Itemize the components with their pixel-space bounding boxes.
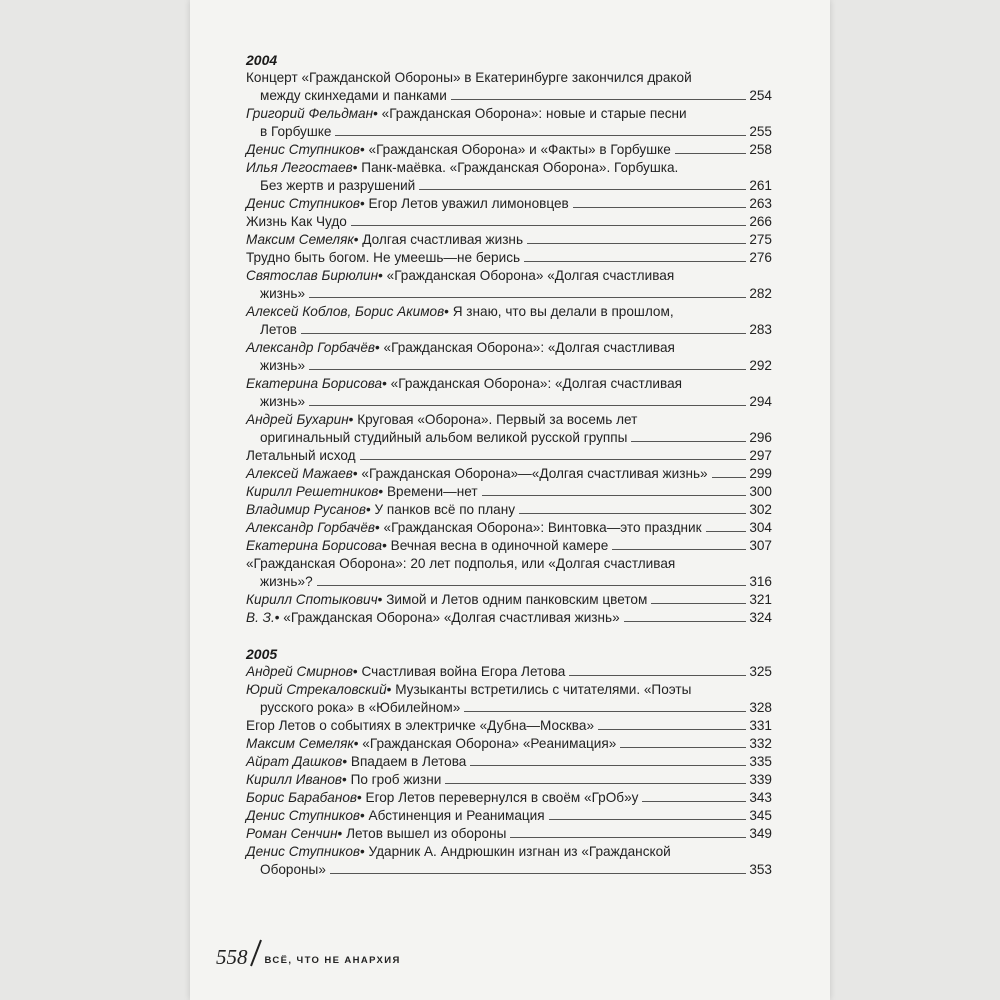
toc-entry[interactable] xyxy=(246,609,772,627)
entry-author: Кирилл Спотыкович xyxy=(246,592,378,607)
dot-leader xyxy=(482,495,747,496)
entry-line xyxy=(246,519,772,537)
entry-title: • Счастливая война Егора Летова xyxy=(352,664,566,679)
entry-page-number: 307 xyxy=(749,538,772,553)
entry-title: оригинальный студийный альбом великой русской группы xyxy=(260,430,628,445)
dot-leader xyxy=(631,441,746,442)
dot-leader xyxy=(712,477,747,478)
entry-line xyxy=(246,573,772,591)
entry-page-number: 328 xyxy=(749,700,772,715)
entry-page-number: 292 xyxy=(749,358,772,373)
entry-title: • Вечная весна в одиночной камере xyxy=(382,538,609,553)
entry-line xyxy=(246,141,772,159)
toc-entry[interactable] xyxy=(246,231,772,249)
entry-title: • «Гражданская Оборона»: «Долгая счастливая xyxy=(375,340,675,355)
entry-page-number: 353 xyxy=(749,862,772,877)
entry-line xyxy=(246,159,772,177)
entry-page-number: 316 xyxy=(749,574,772,589)
entry-title: • Ударник А. Андрюшкин изгнан из «Гражданской xyxy=(359,844,671,859)
entry-title: • Круговая «Оборона». Первый за восемь лет xyxy=(348,412,638,427)
entry-page-number: 332 xyxy=(749,736,772,751)
entry-page-number: 321 xyxy=(749,592,772,607)
toc-entry[interactable] xyxy=(246,69,772,105)
entry-line xyxy=(246,843,772,861)
entry-author: Алексей Мажаев xyxy=(246,466,353,481)
toc-entry[interactable] xyxy=(246,195,772,213)
toc-entry[interactable] xyxy=(246,807,772,825)
entry-page-number: 299 xyxy=(749,466,772,481)
entry-page-number: 349 xyxy=(749,826,772,841)
entry-author: Денис Ступников xyxy=(246,808,360,823)
dot-leader xyxy=(335,135,746,136)
entry-page-number: 345 xyxy=(749,808,772,823)
toc-entry[interactable] xyxy=(246,843,772,879)
entry-page-number: 297 xyxy=(749,448,772,463)
dot-leader xyxy=(651,603,746,604)
toc-entry[interactable] xyxy=(246,105,772,141)
toc-entry[interactable] xyxy=(246,267,772,303)
toc-entry[interactable] xyxy=(246,789,772,807)
year-heading: 2005 xyxy=(246,646,278,662)
entry-line xyxy=(246,267,772,285)
entry-line xyxy=(246,393,772,411)
dot-leader xyxy=(527,243,746,244)
entry-author: Андрей Бухарин xyxy=(246,412,349,427)
entry-line xyxy=(246,591,772,609)
entry-author: Александр Горбачёв xyxy=(246,520,375,535)
entry-title: • Долгая счастливая жизнь xyxy=(353,232,524,247)
dot-leader xyxy=(464,711,746,712)
entry-line xyxy=(246,105,772,123)
toc-entry[interactable] xyxy=(246,771,772,789)
entry-title: • «Гражданская Оборона»: «Долгая счастливая xyxy=(382,376,682,391)
entry-page-number: 275 xyxy=(749,232,772,247)
entry-line xyxy=(246,411,772,429)
toc-entry[interactable] xyxy=(246,501,772,519)
dot-leader xyxy=(330,873,746,874)
entry-author: Кирилл Решетников xyxy=(246,484,379,499)
entry-title: • Впадаем в Летова xyxy=(342,754,467,769)
entry-page-number: 304 xyxy=(749,520,772,535)
entry-author: Екатерина Борисова xyxy=(246,538,383,553)
entry-page-number: 266 xyxy=(749,214,772,229)
entry-page-number: 324 xyxy=(749,610,772,625)
entry-title: • «Гражданская Оборона»: Винтовка—это праздник xyxy=(375,520,702,535)
toc-entry[interactable] xyxy=(246,735,772,753)
entry-title: • «Гражданская Оборона» и «Факты» в Горбушке xyxy=(359,142,671,157)
entry-title: • Егор Летов перевернулся в своём «ГрОб»у xyxy=(356,790,639,805)
entry-page-number: 254 xyxy=(749,88,772,103)
entry-line xyxy=(246,357,772,375)
entry-title: русского рока» в «Юбилейном» xyxy=(260,700,461,715)
year-heading: 2004 xyxy=(246,52,278,68)
entry-author: Борис Барабанов xyxy=(246,790,357,805)
toc-entry[interactable] xyxy=(246,339,772,375)
entry-line xyxy=(246,861,772,879)
dot-leader xyxy=(519,513,746,514)
entry-line xyxy=(246,789,772,807)
entry-title: Жизнь Как Чудо xyxy=(246,214,347,229)
entry-line xyxy=(246,123,772,141)
dot-leader xyxy=(612,549,746,550)
toc-entry[interactable] xyxy=(246,591,772,609)
toc-entry[interactable] xyxy=(246,483,772,501)
entry-page-number: 300 xyxy=(749,484,772,499)
toc-entry[interactable] xyxy=(246,249,772,267)
entry-title: • «Гражданская Оборона» «Реанимация» xyxy=(353,736,617,751)
entry-author: Максим Семеляк xyxy=(246,736,354,751)
entry-title: жизнь» xyxy=(260,286,306,301)
entry-line xyxy=(246,483,772,501)
slash-divider-icon xyxy=(249,938,263,968)
entry-author: Денис Ступников xyxy=(246,844,360,859)
dot-leader xyxy=(524,261,746,262)
page-footer xyxy=(216,938,401,968)
entry-title: Концерт «Гражданской Обороны» в Екатеринбурге закончился дракой xyxy=(246,70,692,85)
entry-line xyxy=(246,825,772,843)
entry-title: • Абстиненция и Реанимация xyxy=(359,808,545,823)
toc-entry[interactable] xyxy=(246,663,772,681)
entry-page-number: 283 xyxy=(749,322,772,337)
dot-leader xyxy=(624,621,747,622)
page-number: 558 xyxy=(216,945,248,969)
entry-line xyxy=(246,231,772,249)
entry-line xyxy=(246,285,772,303)
entry-title: • Зимой и Летов одним панковским цветом xyxy=(377,592,648,607)
entry-line xyxy=(246,87,772,105)
entry-line xyxy=(246,735,772,753)
entry-title: между скинхедами и панками xyxy=(260,88,447,103)
entry-page-number: 335 xyxy=(749,754,772,769)
entry-page-number: 325 xyxy=(749,664,772,679)
entry-line xyxy=(246,537,772,555)
entry-line xyxy=(246,177,772,195)
toc-entry[interactable] xyxy=(246,159,772,195)
dot-leader xyxy=(309,369,746,370)
entry-page-number: 258 xyxy=(749,142,772,157)
dot-leader xyxy=(317,585,747,586)
entry-line xyxy=(246,501,772,519)
entry-title: • Я знаю, что вы делали в прошлом, xyxy=(444,304,674,319)
entry-title: в Горбушке xyxy=(260,124,332,139)
entry-author: Андрей Смирнов xyxy=(246,664,353,679)
entry-author: Святослав Бирюлин xyxy=(246,268,379,283)
entry-line xyxy=(246,195,772,213)
entry-line xyxy=(246,753,772,771)
entry-line xyxy=(246,321,772,339)
entry-page-number: 302 xyxy=(749,502,772,517)
entry-title: • По гроб жизни xyxy=(342,772,442,787)
dot-leader xyxy=(309,297,746,298)
running-title: ВСЁ, ЧТО НЕ АНАРХИЯ xyxy=(264,955,401,966)
entry-page-number: 294 xyxy=(749,394,772,409)
entry-line xyxy=(246,681,772,699)
dot-leader xyxy=(706,531,747,532)
entry-line xyxy=(246,375,772,393)
dot-leader xyxy=(309,405,746,406)
dot-leader xyxy=(620,747,746,748)
entry-line xyxy=(246,447,772,465)
entry-page-number: 261 xyxy=(749,178,772,193)
entry-title: • Времени—нет xyxy=(378,484,478,499)
toc-entry[interactable] xyxy=(246,213,772,231)
dot-leader xyxy=(419,189,746,190)
entry-author: Илья Легостаев xyxy=(246,160,353,175)
toc-entry[interactable] xyxy=(246,555,772,591)
toc-entry[interactable] xyxy=(246,537,772,555)
entry-title: • У панков всё по плану xyxy=(365,502,516,517)
entry-author: Григорий Фельдман xyxy=(246,106,374,121)
entry-title: • «Гражданская Оборона»—«Долгая счастливая жизнь» xyxy=(352,466,708,481)
toc-entry[interactable] xyxy=(246,375,772,411)
entry-page-number: 343 xyxy=(749,790,772,805)
dot-leader xyxy=(451,99,746,100)
entry-title: Обороны» xyxy=(260,862,326,877)
entry-title: • «Гражданская Оборона» «Долгая счастливая xyxy=(378,268,675,283)
entry-line xyxy=(246,699,772,717)
toc-entry[interactable] xyxy=(246,825,772,843)
entry-author: Роман Сенчин xyxy=(246,826,338,841)
entry-title: Егор Летов о событиях в электричке «Дубна—Москва» xyxy=(246,718,595,733)
entry-author: Владимир Русанов xyxy=(246,502,366,517)
entry-line xyxy=(246,465,772,483)
entry-line xyxy=(246,249,772,267)
entry-line xyxy=(246,213,772,231)
entry-title: • Музыканты встретились с читателями. «Поэты xyxy=(386,682,692,697)
dot-leader xyxy=(675,153,747,154)
toc-entry[interactable] xyxy=(246,465,772,483)
toc-entry[interactable] xyxy=(246,141,772,159)
entry-title: • «Гражданская Оборона» «Долгая счастливая жизнь» xyxy=(274,610,620,625)
entry-page-number: 339 xyxy=(749,772,772,787)
dot-leader xyxy=(549,819,747,820)
toc-entry[interactable] xyxy=(246,717,772,735)
toc-entry[interactable] xyxy=(246,519,772,537)
entry-page-number: 282 xyxy=(749,286,772,301)
entry-line xyxy=(246,69,772,87)
entry-title: • Егор Летов уважил лимоновцев xyxy=(359,196,569,211)
dot-leader xyxy=(360,459,747,460)
entry-title: Трудно быть богом. Не умеешь—не берись xyxy=(246,250,521,265)
entry-line xyxy=(246,807,772,825)
entry-page-number: 276 xyxy=(749,250,772,265)
entry-line xyxy=(246,717,772,735)
entry-title: • Панк-маёвка. «Гражданская Оборона». Горбушка. xyxy=(352,160,679,175)
dot-leader xyxy=(470,765,746,766)
toc-entry[interactable] xyxy=(246,681,772,717)
entry-line xyxy=(246,339,772,357)
entry-page-number: 263 xyxy=(749,196,772,211)
entry-author: Денис Ступников xyxy=(246,142,360,157)
entry-title: • Летов вышел из обороны xyxy=(337,826,507,841)
dot-leader xyxy=(573,207,747,208)
dot-leader xyxy=(301,333,746,334)
entry-author: Алексей Коблов, Борис Акимов xyxy=(246,304,445,319)
entry-author: Кирилл Иванов xyxy=(246,772,343,787)
toc-entry[interactable] xyxy=(246,753,772,771)
entry-author: Екатерина Борисова xyxy=(246,376,383,391)
entry-author: Александр Горбачёв xyxy=(246,340,375,355)
entry-title: жизнь» xyxy=(260,394,306,409)
entry-title: Без жертв и разрушений xyxy=(260,178,416,193)
entry-page-number: 331 xyxy=(749,718,772,733)
entry-title: жизнь»? xyxy=(260,574,313,589)
entry-line xyxy=(246,771,772,789)
entry-title: Летов xyxy=(260,322,297,337)
entry-author: Айрат Дашков xyxy=(246,754,343,769)
dot-leader xyxy=(510,837,746,838)
entry-title: жизнь» xyxy=(260,358,306,373)
entry-line xyxy=(246,429,772,447)
entry-title: • «Гражданская Оборона»: новые и старые песни xyxy=(373,106,687,121)
table-of-contents xyxy=(246,52,772,879)
toc-entry[interactable] xyxy=(246,447,772,465)
entry-line xyxy=(246,609,772,627)
dot-leader xyxy=(351,225,746,226)
entry-page-number: 255 xyxy=(749,124,772,139)
toc-entry[interactable] xyxy=(246,303,772,339)
dot-leader xyxy=(598,729,746,730)
entry-title: «Гражданская Оборона»: 20 лет подполья, или «Долгая счастливая xyxy=(246,556,676,571)
entry-line xyxy=(246,303,772,321)
entry-line xyxy=(246,663,772,681)
dot-leader xyxy=(445,783,746,784)
entry-line xyxy=(246,555,772,573)
entry-author: Денис Ступников xyxy=(246,196,360,211)
entry-author: В. З. xyxy=(246,610,275,625)
entry-author: Юрий Стрекаловский xyxy=(246,682,387,697)
entry-title: Летальный исход xyxy=(246,448,356,463)
entry-author: Максим Семеляк xyxy=(246,232,354,247)
dot-leader xyxy=(569,675,746,676)
entry-page-number: 296 xyxy=(749,430,772,445)
toc-entry[interactable] xyxy=(246,411,772,447)
dot-leader xyxy=(642,801,746,802)
